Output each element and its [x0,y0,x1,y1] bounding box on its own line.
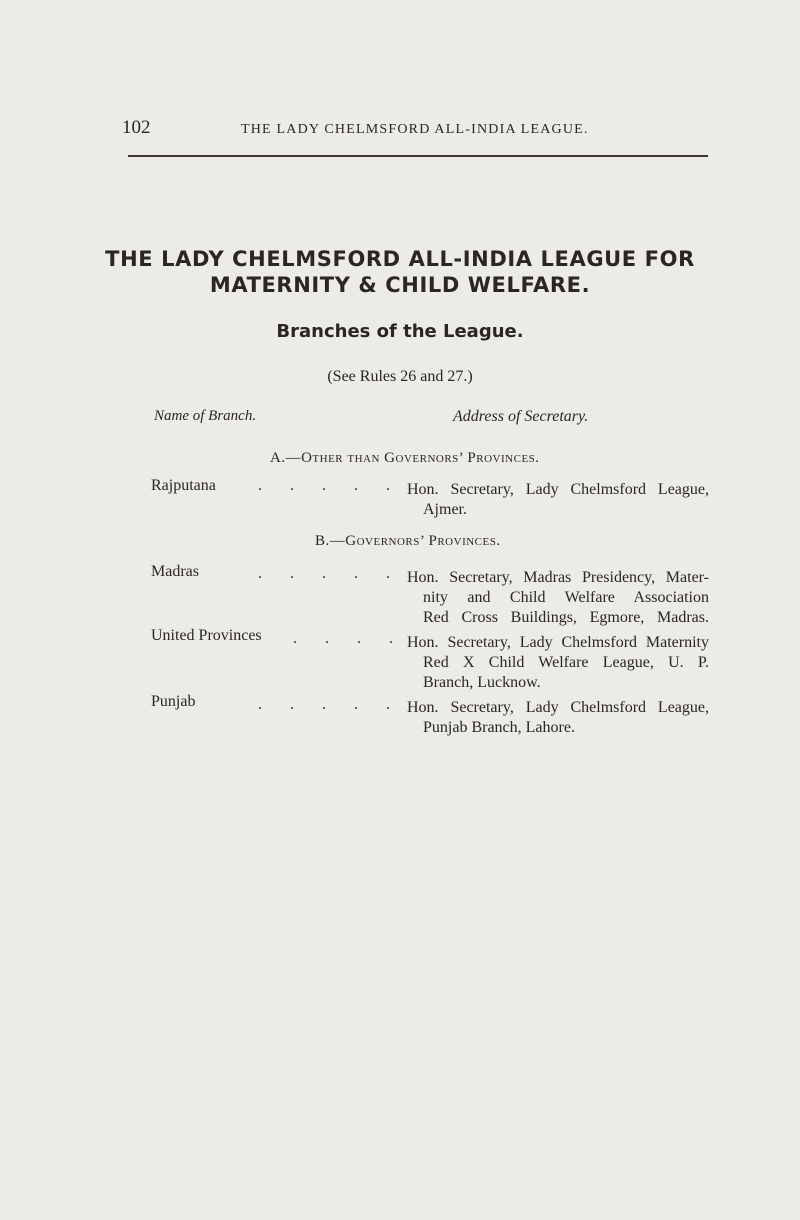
address-line: Hon. Secretary, Madras Presidency, Mater- [407,569,709,586]
branch-address-rajputana [407,480,709,520]
column-header-name: Name of Branch. [154,408,257,424]
group-heading-b: B.—Governors’ Provinces. [315,533,501,549]
address-line: Hon. Secretary, Lady Chelmsford League, [407,699,709,716]
branch-address-punjab [407,698,709,738]
section-title: Branches of the League. [276,321,524,342]
running-head: THE LADY CHELMSFORD ALL-INDIA LEAGUE. [241,122,589,137]
branch-name-rajputana: Rajputana [151,477,216,494]
page-number: 102 [122,117,151,138]
leader-dots: . . . . . [258,565,402,582]
address-line: Punjab Branch, Lahore. [423,719,575,736]
address-line: Red X Child Welfare League, U. P. [423,654,709,671]
main-title-line-2: MATERNITY & CHILD WELFARE. [209,273,591,297]
address-line: Red Cross Buildings, Egmore, Madras. [423,609,709,626]
rules-note: (See Rules 26 and 27.) [327,368,473,385]
branch-name-punjab: Punjab [151,693,196,710]
main-title-line-1: THE LADY CHELMSFORD ALL-INDIA LEAGUE FOR [105,247,695,271]
address-line: Hon. Secretary, Lady Chelmsford League, [407,481,709,498]
branch-address-madras [407,568,709,628]
group-heading-a: A.—Other than Governors’ Provinces. [270,450,540,466]
leader-dots: . . . . . [258,696,402,713]
address-line: Ajmer. [423,501,467,518]
branch-name-united-provinces: United Provinces [151,627,262,644]
leader-dots: . . . . [293,630,405,647]
address-line: nity and Child Welfare Association [423,589,709,606]
address-line: Hon. Secretary, Lady Chelmsford Maternity [407,634,709,651]
header-rule [128,155,708,157]
leader-dots: . . . . . [258,477,402,494]
branch-name-madras: Madras [151,563,199,580]
column-header-address: Address of Secretary. [453,408,589,425]
address-line: Branch, Lucknow. [423,674,541,691]
branch-address-united-provinces [407,633,709,693]
